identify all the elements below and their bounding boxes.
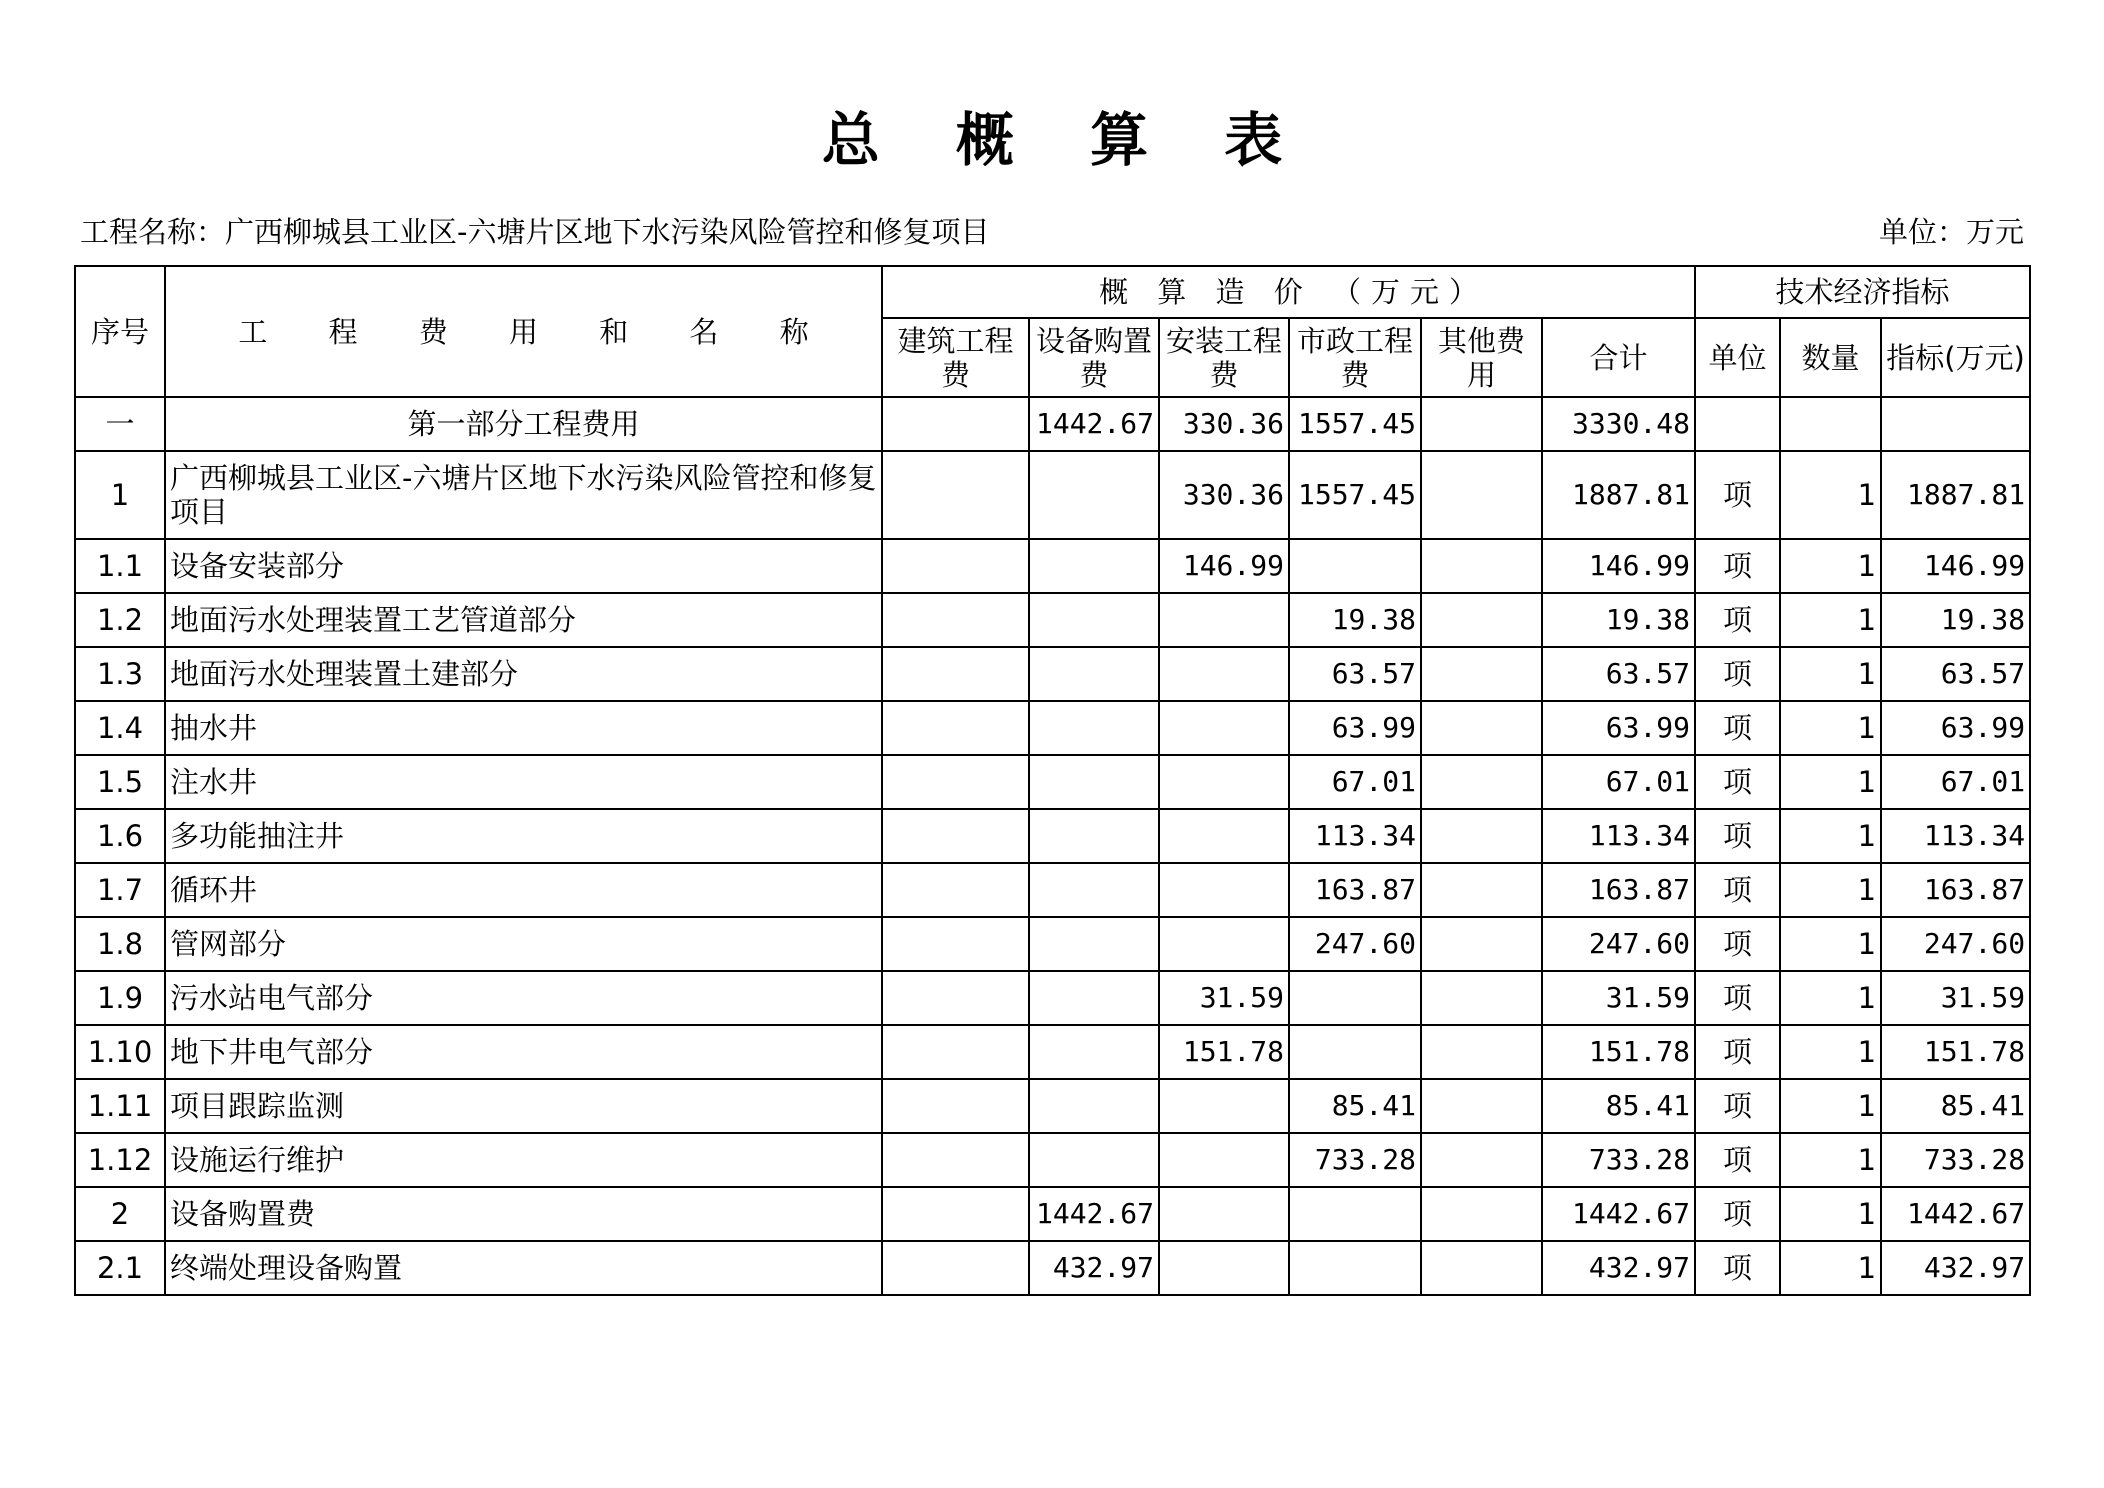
cell-total: 3330.48 bbox=[1542, 397, 1695, 451]
cell-seq: 1.3 bbox=[75, 647, 165, 701]
cell-building bbox=[882, 809, 1029, 863]
cell-seq: 1.4 bbox=[75, 701, 165, 755]
cell-total: 31.59 bbox=[1542, 971, 1695, 1025]
cell-quantity: 1 bbox=[1780, 917, 1881, 971]
header-building: 建筑工程费 bbox=[882, 318, 1029, 397]
cell-building bbox=[882, 701, 1029, 755]
cell-install bbox=[1159, 1133, 1289, 1187]
cell-municipal bbox=[1289, 1025, 1421, 1079]
cell-unit: 项 bbox=[1695, 971, 1780, 1025]
table-row bbox=[75, 971, 2030, 1025]
cell-other bbox=[1421, 755, 1542, 809]
table-row bbox=[75, 397, 2030, 451]
cell-indicator: 146.99 bbox=[1881, 539, 2030, 593]
table-row bbox=[75, 863, 2030, 917]
cell-quantity: 1 bbox=[1780, 593, 1881, 647]
cell-building bbox=[882, 863, 1029, 917]
cell-indicator: 85.41 bbox=[1881, 1079, 2030, 1133]
header-estimate-group: 概 算 造 价 （万元） bbox=[882, 266, 1695, 318]
cell-unit: 项 bbox=[1695, 755, 1780, 809]
cell-seq: 1.2 bbox=[75, 593, 165, 647]
cell-name: 第一部分工程费用 bbox=[165, 397, 882, 451]
cell-name: 广西柳城县工业区-六塘片区地下水污染风险管控和修复项目 bbox=[165, 451, 882, 539]
header-indicator: 指标(万元) bbox=[1881, 318, 2030, 397]
cell-other bbox=[1421, 1079, 1542, 1133]
table-row bbox=[75, 1133, 2030, 1187]
cell-quantity: 1 bbox=[1780, 809, 1881, 863]
cell-building bbox=[882, 1133, 1029, 1187]
cell-other bbox=[1421, 593, 1542, 647]
cell-install bbox=[1159, 755, 1289, 809]
cell-other bbox=[1421, 1241, 1542, 1295]
cell-municipal: 733.28 bbox=[1289, 1133, 1421, 1187]
cell-building bbox=[882, 451, 1029, 539]
cell-install: 151.78 bbox=[1159, 1025, 1289, 1079]
table-row bbox=[75, 1241, 2030, 1295]
cell-equipment bbox=[1029, 593, 1159, 647]
cell-municipal bbox=[1289, 1241, 1421, 1295]
table-row bbox=[75, 1079, 2030, 1133]
cell-quantity bbox=[1780, 397, 1881, 451]
cell-municipal: 247.60 bbox=[1289, 917, 1421, 971]
cell-name: 污水站电气部分 bbox=[165, 971, 882, 1025]
cell-indicator bbox=[1881, 397, 2030, 451]
cell-other bbox=[1421, 1133, 1542, 1187]
cell-indicator: 163.87 bbox=[1881, 863, 2030, 917]
cell-equipment bbox=[1029, 755, 1159, 809]
cell-equipment bbox=[1029, 451, 1159, 539]
cell-quantity: 1 bbox=[1780, 1133, 1881, 1187]
cell-equipment bbox=[1029, 1133, 1159, 1187]
cell-equipment bbox=[1029, 1025, 1159, 1079]
cell-building bbox=[882, 755, 1029, 809]
cell-indicator: 151.78 bbox=[1881, 1025, 2030, 1079]
cell-total: 63.99 bbox=[1542, 701, 1695, 755]
cell-total: 19.38 bbox=[1542, 593, 1695, 647]
cell-other bbox=[1421, 809, 1542, 863]
cell-total: 67.01 bbox=[1542, 755, 1695, 809]
cell-equipment bbox=[1029, 647, 1159, 701]
cell-name: 地下井电气部分 bbox=[165, 1025, 882, 1079]
cell-install: 31.59 bbox=[1159, 971, 1289, 1025]
cell-indicator: 1887.81 bbox=[1881, 451, 2030, 539]
cell-name: 地面污水处理装置土建部分 bbox=[165, 647, 882, 701]
cell-total: 1442.67 bbox=[1542, 1187, 1695, 1241]
cell-install: 330.36 bbox=[1159, 451, 1289, 539]
cell-name: 多功能抽注井 bbox=[165, 809, 882, 863]
cell-equipment: 1442.67 bbox=[1029, 1187, 1159, 1241]
cell-equipment bbox=[1029, 539, 1159, 593]
cell-unit bbox=[1695, 397, 1780, 451]
cell-total: 1887.81 bbox=[1542, 451, 1695, 539]
cell-municipal bbox=[1289, 539, 1421, 593]
cell-unit: 项 bbox=[1695, 1241, 1780, 1295]
cell-other bbox=[1421, 917, 1542, 971]
cell-municipal bbox=[1289, 1187, 1421, 1241]
cell-indicator: 63.99 bbox=[1881, 701, 2030, 755]
cell-indicator: 247.60 bbox=[1881, 917, 2030, 971]
project-name: 工程名称：广西柳城县工业区-六塘片区地下水污染风险管控和修复项目 bbox=[80, 215, 990, 249]
header-seq: 序号 bbox=[75, 266, 165, 397]
header-municipal: 市政工程费 bbox=[1289, 318, 1421, 397]
cell-total: 432.97 bbox=[1542, 1241, 1695, 1295]
cell-install bbox=[1159, 647, 1289, 701]
header-total: 合计 bbox=[1542, 318, 1695, 397]
cell-building bbox=[882, 1241, 1029, 1295]
cell-other bbox=[1421, 971, 1542, 1025]
cell-equipment bbox=[1029, 971, 1159, 1025]
cell-municipal: 85.41 bbox=[1289, 1079, 1421, 1133]
table-row bbox=[75, 1187, 2030, 1241]
cell-equipment: 432.97 bbox=[1029, 1241, 1159, 1295]
cell-seq: 1 bbox=[75, 451, 165, 539]
cell-quantity: 1 bbox=[1780, 755, 1881, 809]
cell-building bbox=[882, 397, 1029, 451]
cell-quantity: 1 bbox=[1780, 1079, 1881, 1133]
cell-unit: 项 bbox=[1695, 1025, 1780, 1079]
cell-seq: 1.7 bbox=[75, 863, 165, 917]
table-row bbox=[75, 451, 2030, 539]
cell-municipal: 163.87 bbox=[1289, 863, 1421, 917]
cell-unit: 项 bbox=[1695, 593, 1780, 647]
cell-indicator: 19.38 bbox=[1881, 593, 2030, 647]
header-equipment: 设备购置费 bbox=[1029, 318, 1159, 397]
cell-name: 循环井 bbox=[165, 863, 882, 917]
header-install: 安装工程费 bbox=[1159, 318, 1289, 397]
cell-indicator: 113.34 bbox=[1881, 809, 2030, 863]
cell-quantity: 1 bbox=[1780, 863, 1881, 917]
cell-seq: 2 bbox=[75, 1187, 165, 1241]
cell-indicator: 67.01 bbox=[1881, 755, 2030, 809]
cell-quantity: 1 bbox=[1780, 1187, 1881, 1241]
cell-unit: 项 bbox=[1695, 1187, 1780, 1241]
cell-name: 设施运行维护 bbox=[165, 1133, 882, 1187]
cell-name: 抽水井 bbox=[165, 701, 882, 755]
cell-building bbox=[882, 1025, 1029, 1079]
cell-indicator: 31.59 bbox=[1881, 971, 2030, 1025]
cell-name: 管网部分 bbox=[165, 917, 882, 971]
table-row bbox=[75, 647, 2030, 701]
table-body bbox=[75, 397, 2030, 1295]
cell-other bbox=[1421, 701, 1542, 755]
cell-quantity: 1 bbox=[1780, 701, 1881, 755]
table-row bbox=[75, 1025, 2030, 1079]
cell-unit: 项 bbox=[1695, 863, 1780, 917]
cell-install bbox=[1159, 593, 1289, 647]
cell-total: 163.87 bbox=[1542, 863, 1695, 917]
cell-municipal: 19.38 bbox=[1289, 593, 1421, 647]
cell-other bbox=[1421, 863, 1542, 917]
cell-seq: 2.1 bbox=[75, 1241, 165, 1295]
cell-building bbox=[882, 917, 1029, 971]
cell-seq: 1.5 bbox=[75, 755, 165, 809]
unit-label: 单位：万元 bbox=[1878, 215, 2024, 249]
header-other: 其他费用 bbox=[1421, 318, 1542, 397]
cell-municipal: 1557.45 bbox=[1289, 397, 1421, 451]
cell-equipment bbox=[1029, 863, 1159, 917]
cell-install bbox=[1159, 1079, 1289, 1133]
cell-unit: 项 bbox=[1695, 701, 1780, 755]
cell-total: 733.28 bbox=[1542, 1133, 1695, 1187]
cell-total: 113.34 bbox=[1542, 809, 1695, 863]
cell-unit: 项 bbox=[1695, 1079, 1780, 1133]
cell-equipment bbox=[1029, 1079, 1159, 1133]
cell-building bbox=[882, 647, 1029, 701]
cell-quantity: 1 bbox=[1780, 971, 1881, 1025]
table-row bbox=[75, 755, 2030, 809]
table-row bbox=[75, 701, 2030, 755]
cell-total: 146.99 bbox=[1542, 539, 1695, 593]
header-name: 工 程 费 用 和 名 称 bbox=[165, 266, 882, 397]
page-title: 总 概 算 表 bbox=[821, 106, 1311, 174]
cell-indicator: 63.57 bbox=[1881, 647, 2030, 701]
cell-total: 151.78 bbox=[1542, 1025, 1695, 1079]
cell-building bbox=[882, 1187, 1029, 1241]
cell-other bbox=[1421, 1187, 1542, 1241]
cell-municipal: 113.34 bbox=[1289, 809, 1421, 863]
cell-other bbox=[1421, 397, 1542, 451]
cell-municipal: 1557.45 bbox=[1289, 451, 1421, 539]
cell-equipment bbox=[1029, 809, 1159, 863]
cell-seq: 1.1 bbox=[75, 539, 165, 593]
cell-name: 项目跟踪监测 bbox=[165, 1079, 882, 1133]
cell-municipal: 63.99 bbox=[1289, 701, 1421, 755]
table-row bbox=[75, 593, 2030, 647]
cell-equipment bbox=[1029, 917, 1159, 971]
cell-quantity: 1 bbox=[1780, 1025, 1881, 1079]
cell-building bbox=[882, 1079, 1029, 1133]
cell-municipal: 63.57 bbox=[1289, 647, 1421, 701]
cell-quantity: 1 bbox=[1780, 451, 1881, 539]
header-quantity: 数量 bbox=[1780, 318, 1881, 397]
cell-other bbox=[1421, 1025, 1542, 1079]
cell-quantity: 1 bbox=[1780, 1241, 1881, 1295]
cell-equipment bbox=[1029, 701, 1159, 755]
cell-quantity: 1 bbox=[1780, 647, 1881, 701]
cell-install bbox=[1159, 1187, 1289, 1241]
cell-building bbox=[882, 539, 1029, 593]
cell-indicator: 432.97 bbox=[1881, 1241, 2030, 1295]
cell-seq: 1.9 bbox=[75, 971, 165, 1025]
cell-other bbox=[1421, 647, 1542, 701]
cell-install bbox=[1159, 809, 1289, 863]
budget-table bbox=[74, 265, 2031, 1296]
table-row bbox=[75, 539, 2030, 593]
header-unit: 单位 bbox=[1695, 318, 1780, 397]
cell-other bbox=[1421, 539, 1542, 593]
cell-total: 85.41 bbox=[1542, 1079, 1695, 1133]
cell-seq: 1.12 bbox=[75, 1133, 165, 1187]
cell-seq: 1.6 bbox=[75, 809, 165, 863]
table-row bbox=[75, 917, 2030, 971]
cell-quantity: 1 bbox=[1780, 539, 1881, 593]
table-row bbox=[75, 809, 2030, 863]
cell-other bbox=[1421, 451, 1542, 539]
cell-building bbox=[882, 593, 1029, 647]
cell-unit: 项 bbox=[1695, 917, 1780, 971]
cell-name: 设备安装部分 bbox=[165, 539, 882, 593]
cell-seq: 一 bbox=[75, 397, 165, 451]
cell-municipal: 67.01 bbox=[1289, 755, 1421, 809]
cell-total: 63.57 bbox=[1542, 647, 1695, 701]
cell-install bbox=[1159, 917, 1289, 971]
cell-equipment: 1442.67 bbox=[1029, 397, 1159, 451]
cell-unit: 项 bbox=[1695, 1133, 1780, 1187]
cell-name: 注水井 bbox=[165, 755, 882, 809]
cell-unit: 项 bbox=[1695, 647, 1780, 701]
cell-install: 330.36 bbox=[1159, 397, 1289, 451]
cell-unit: 项 bbox=[1695, 809, 1780, 863]
cell-name: 终端处理设备购置 bbox=[165, 1241, 882, 1295]
cell-name: 地面污水处理装置工艺管道部分 bbox=[165, 593, 882, 647]
cell-install bbox=[1159, 863, 1289, 917]
cell-seq: 1.8 bbox=[75, 917, 165, 971]
cell-install: 146.99 bbox=[1159, 539, 1289, 593]
cell-unit: 项 bbox=[1695, 451, 1780, 539]
cell-seq: 1.10 bbox=[75, 1025, 165, 1079]
cell-indicator: 733.28 bbox=[1881, 1133, 2030, 1187]
cell-indicator: 1442.67 bbox=[1881, 1187, 2030, 1241]
cell-unit: 项 bbox=[1695, 539, 1780, 593]
cell-total: 247.60 bbox=[1542, 917, 1695, 971]
cell-seq: 1.11 bbox=[75, 1079, 165, 1133]
header-tech-group: 技术经济指标 bbox=[1695, 266, 2030, 318]
cell-install bbox=[1159, 1241, 1289, 1295]
cell-municipal bbox=[1289, 971, 1421, 1025]
cell-building bbox=[882, 971, 1029, 1025]
cell-name: 设备购置费 bbox=[165, 1187, 882, 1241]
cell-install bbox=[1159, 701, 1289, 755]
